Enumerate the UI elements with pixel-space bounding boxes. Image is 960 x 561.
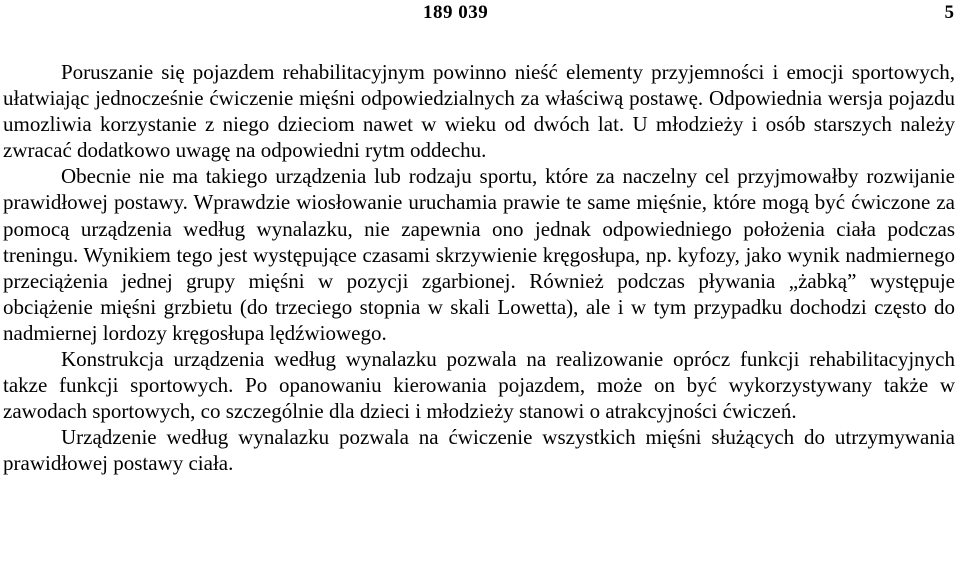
- paragraph-4: Urządzenie według wynalazku pozwala na ćwiczenie wszystkich mięśni służących do utrzymywania prawidłowej postawy ciała.: [3, 425, 955, 476]
- paragraph-3: Konstrukcja urządzenia według wynalazku pozwala na realizowanie oprócz funkcji rehabilitacyjnych takze funkcji sportowych. Po opanowaniu kierowania pojazdem, może on być wykorzystywany także w zawodach sportowych, co szczególnie dla dzieci i młodzieży stanowi o atrakcyjności ćwiczeń.: [3, 347, 955, 424]
- body-text: [3, 59, 955, 477]
- paragraph-2: Obecnie nie ma takiego urządzenia lub rodzaju sportu, które za naczelny cel przyjmowałby rozwijanie prawidłowej postawy. Wprawdzie wiosłowanie uruchamia prawie te same mięśnie, które mogą być ćwiczone za pomocą urządzenia według wynalazku, nie zapewnia ono jednak odpowiedniego położenia ciała podczas treningu. Wynikiem tego jest występujące czasami skrzywienie kręgosłupa, np. kyfozy, jako wynik nadmiernego przeciążenia jednej grupy mięśni w pozycji zgarbionej. Również podczas pływania „żabką” występuje obciążenie mięśni grzbietu (do trzeciego stopnia w skali Lowetta), ale i w tym przypadku dochodzi często do nadmiernej lordozy kręgosłupa lędźwiowego.: [3, 164, 955, 345]
- document-number: 189 039: [423, 2, 489, 23]
- page-header: [0, 2, 960, 26]
- paragraph-1: Poruszanie się pojazdem rehabilitacyjnym powinno nieść elementy przyjemności i emocji sportowych, ułatwiając jednocześnie ćwiczenie mięśni odpowiedzialnych za właściwą postawę. Odpowiednia wersja pojazdu umozliwia korzystanie z niego dzieciom nawet w wieku od dwóch lat. U młodzieży i osób starszych należy zwracać dodatkowo uwagę na odpowiedni rytm oddechu.: [3, 60, 955, 163]
- page-number: 5: [944, 2, 954, 23]
